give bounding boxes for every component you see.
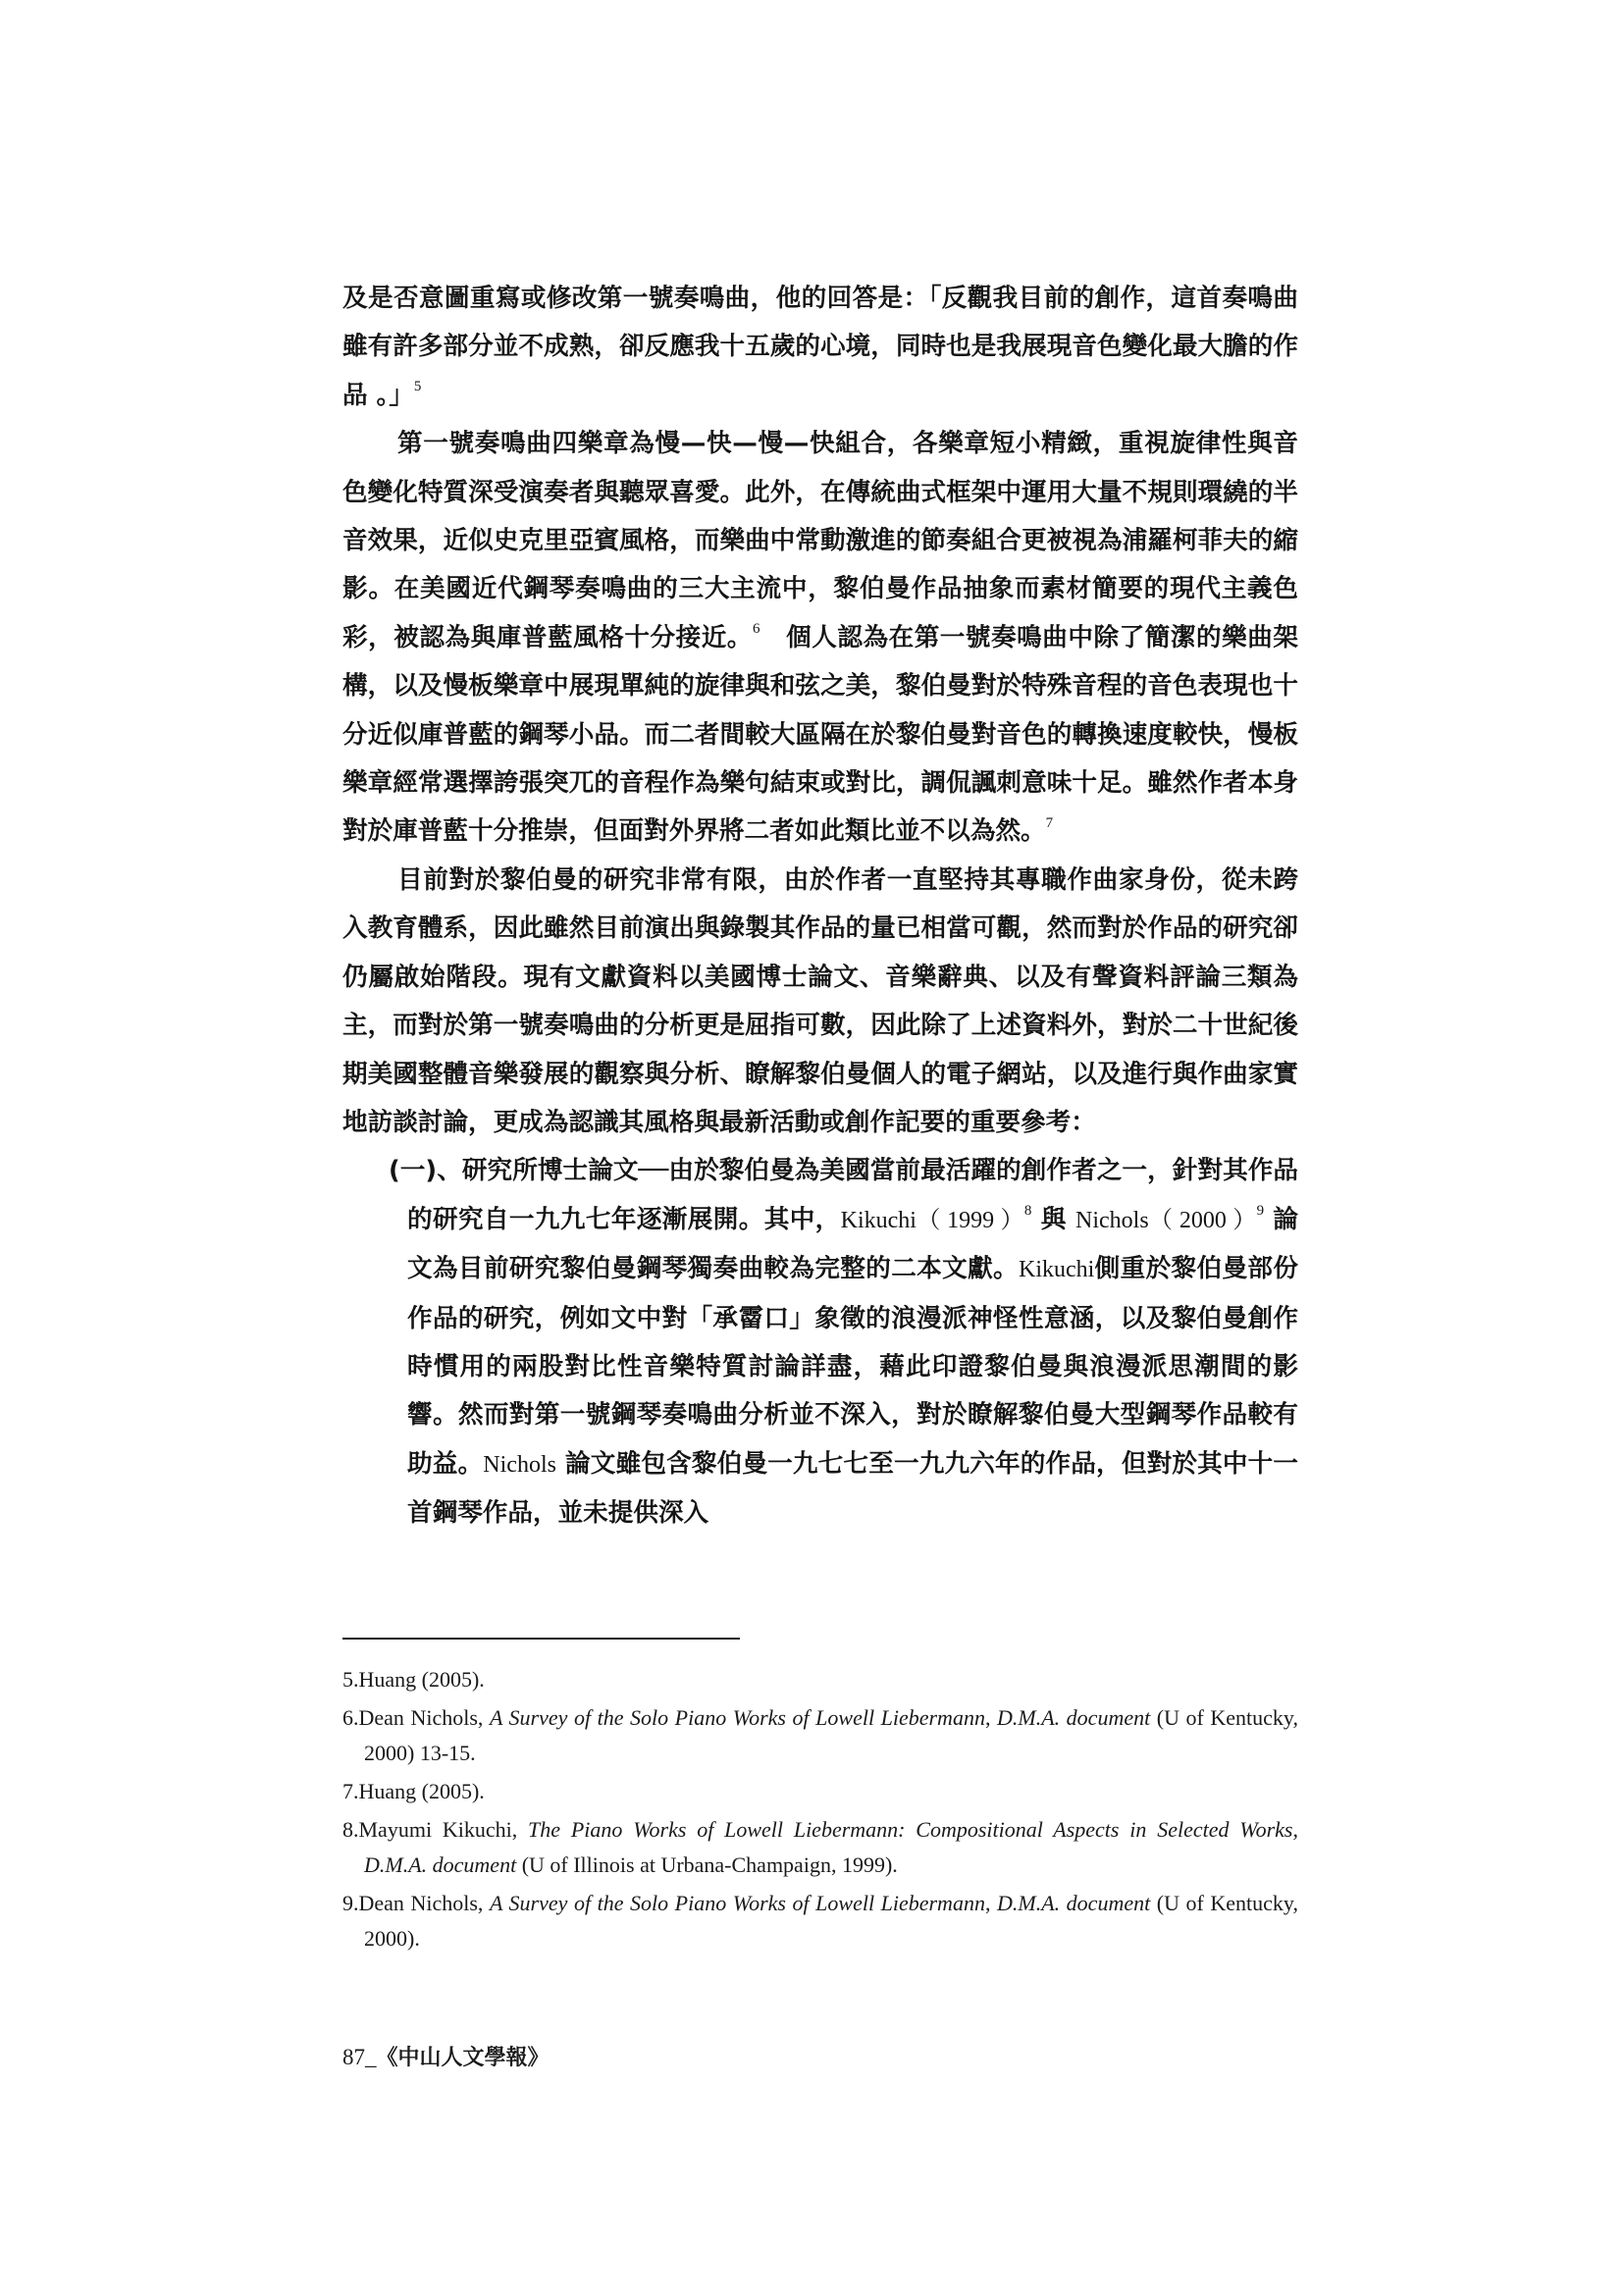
footnote-title: A Survey of the Solo Piano Works of Lowell Liebermann xyxy=(489,1705,985,1730)
footnote-ref-8: 8 xyxy=(1023,1203,1032,1220)
footnote-ref-5: 5 xyxy=(413,379,422,395)
footnote-separator xyxy=(342,1638,740,1640)
paragraph-2: 第一號奏鳴曲四樂章為慢—快—慢—快組合，各樂章短小精緻，重視旋律性與音色變化特質深受演奏者與聽眾喜愛。此外，在傳統曲式框架中運用大量不規則環繞的半音效果，近似史克里亞賓風格，而樂曲中常動激進的節奏組合更被視為浦羅柯菲夫的縮影。在美國近代鋼琴奏鳴曲的三大主流中，黎伯曼作品抽象而素材簡要的現代主義色彩，被認為與庫普藍風格十分接近。$^6$ 個人認為在第一號奏鳴曲中除了簡潔的樂曲架構，以及慢板樂章中展現單純的旋律與和弦之美，黎伯曼對於特殊音程的音色表現也十分近似庫普藍的鋼琴小品。而二者間較大區隔在於黎伯曼對音色的轉換速度較快，慢板樂章經常選擇誇張突兀的音程作為樂句結束或對比，調侃諷刺意味十足。雖然作者本身對於庫普藍十分推崇，但面對外界將二者如此類比並不以為然。$^7$ xyxy=(342,429,1298,847)
journal-name: 《中山人文學報》 xyxy=(376,2046,550,2070)
footnote-title: A Survey of the Solo Piano Works of Lowell Liebermann xyxy=(489,1891,985,1915)
footnote-ref-6: 6 xyxy=(752,621,760,638)
page-footer xyxy=(342,2043,550,2073)
paragraph-1: 及是否意圖重寫或修改第一號奏鳴曲，他的回答是：「反觀我目前的創作，這首奏鳴曲雖有許多部分並不成熟，卻反應我十五歲的心境，同時也是我展現音色變化最大膽的作品 。」$^5$ xyxy=(342,284,1298,410)
main-text xyxy=(342,275,1298,1538)
list-item-dissertations: (一)、研究所博士論文──由於黎伯曼為美國當前最活躍的創作者之一，針對其作品的研究自一九九七年逐漸展開。其中，Kikuchi（ 1999 ）$^8$ 與 Nichols（ 2000 ）$^9$ 論文為目前研究黎伯曼鋼琴獨奏曲較為完整的二本文獻。Kikuchi側重於黎伯曼部份作品的研究，例如文中對「承霤口」象徵的浪漫派神怪性意涵，以及黎伯曼創作時慣用的兩股對比性音樂特質討論詳盡，藉此印證黎伯曼與浪漫派思潮間的影響。然而對第一號鋼琴奏鳴曲分析並不深入，對於瞭解黎伯曼大型鋼琴作品較有助益。Nichols 論文雖包含黎伯曼一九七七至一九九六年的作品，但對於其中十一首鋼琴作品，並未提供深入 xyxy=(389,1156,1298,1529)
footnote-ref-9: 9 xyxy=(1256,1203,1265,1220)
footnote-8: 8.Mayumi Kikuchi, The Piano Works of Lowell Liebermann: Compositional Aspects in Selected Works, D.M.A. document (U of Illinois at Urbana-Champaign, 1999). xyxy=(342,1817,1298,1877)
footnote-5: 5.Huang (2005). xyxy=(342,1667,485,1692)
footnote-ref-7: 7 xyxy=(1045,814,1054,831)
footnote-title: The Piano Works of Lowell Liebermann: Compositional Aspects in Selected Works xyxy=(528,1817,1293,1842)
page-number: 87_ xyxy=(342,2045,377,2069)
footnote-6: 6.Dean Nichols, A Survey of the Solo Piano Works of Lowell Liebermann, D.M.A. document (U of Kentucky, 2000) 13-15. xyxy=(342,1705,1298,1765)
footnotes xyxy=(342,1662,1298,1959)
paragraph-3: 目前對於黎伯曼的研究非常有限，由於作者一直堅持其專職作曲家身份，從未跨入教育體系，因此雖然目前演出與錄製其作品的量已相當可觀，然而對於作品的研究卻仍屬啟始階段。現有文獻資料以美國博士論文、音樂辭典、以及有聲資料評論三類為主，而對於第一號奏鳴曲的分析更是屈指可數，因此除了上述資料外，對於二十世紀後期美國整體音樂發展的觀察與分析、瞭解黎伯曼個人的電子網站，以及進行與作曲家實地訪談討論，更成為認識其風格與最新活動或創作記要的重要參考： xyxy=(342,864,1298,1137)
footnote-9: 9.Dean Nichols, A Survey of the Solo Piano Works of Lowell Liebermann, D.M.A. document (U of Kentucky, 2000). xyxy=(342,1891,1298,1951)
footnote-7: 7.Huang (2005). xyxy=(342,1779,485,1803)
